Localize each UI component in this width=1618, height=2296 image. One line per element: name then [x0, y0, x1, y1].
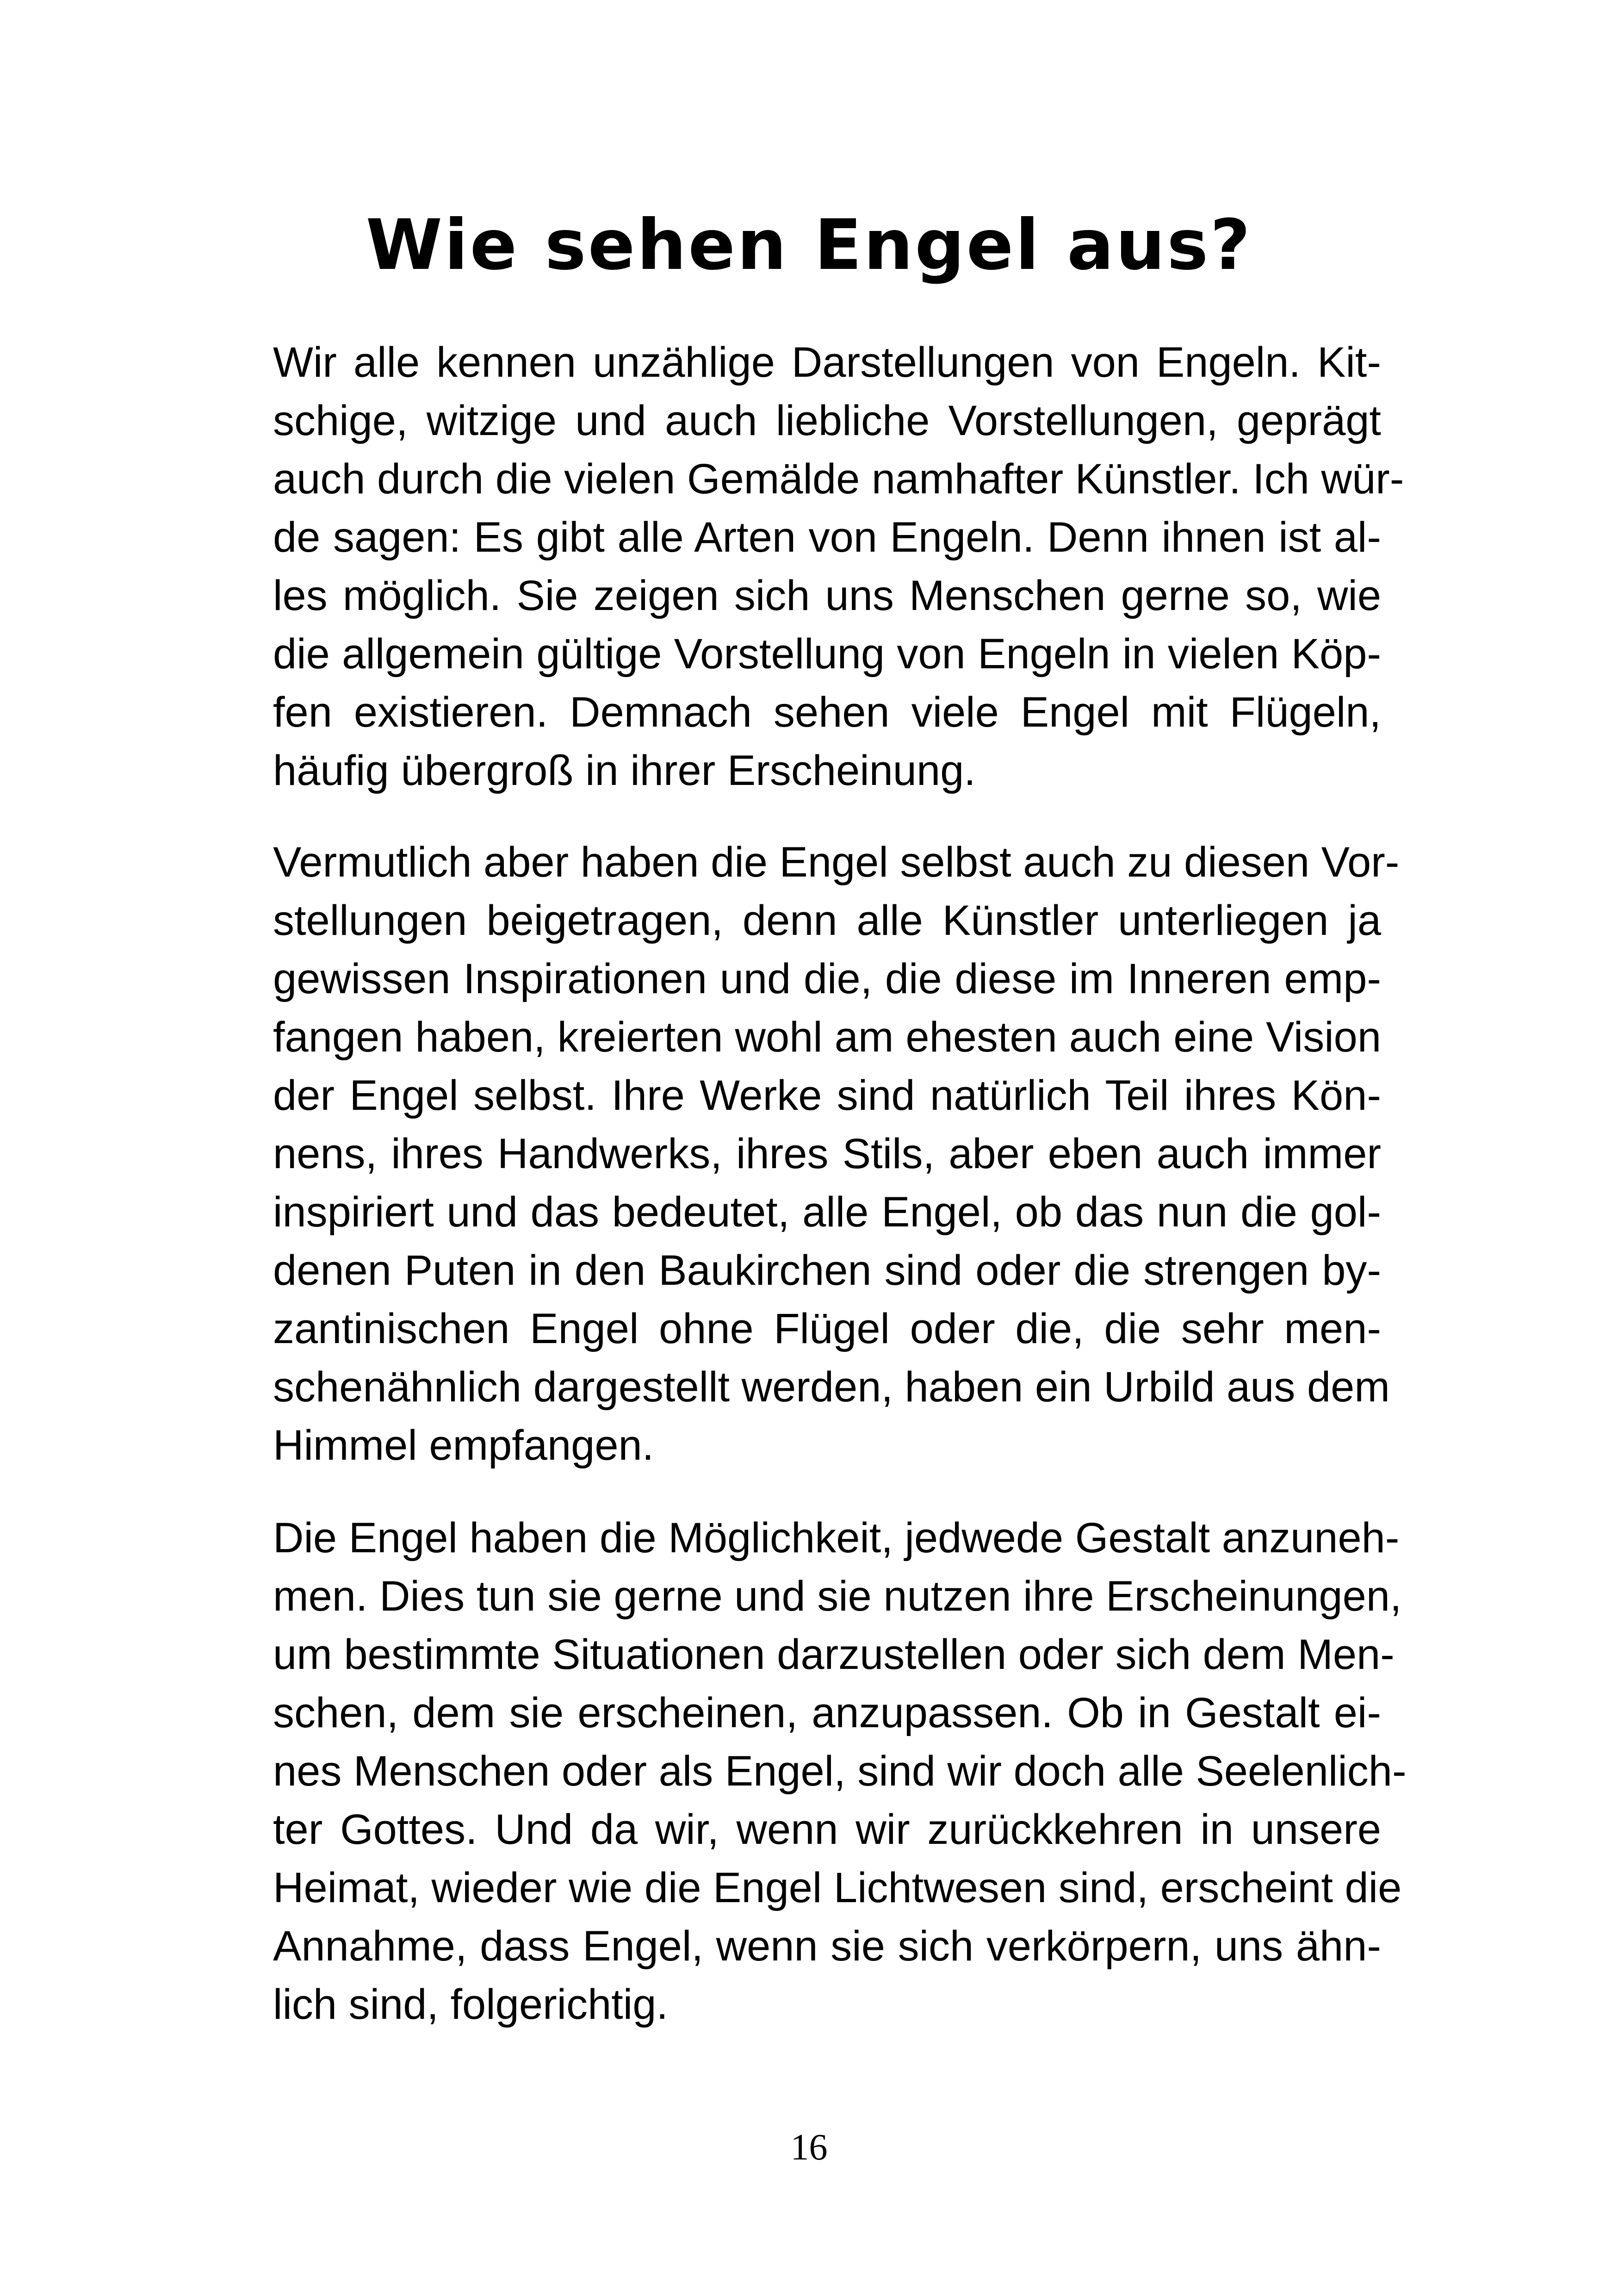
- text-line: men. Dies tun sie gerne und sie nutzen ihre Erscheinungen,: [273, 1573, 1402, 1620]
- text-line: Annahme, dass Engel, wenn sie sich verkörpern, uns ähn-: [273, 1923, 1381, 1970]
- text-line: schenähnlich dargestellt werden, haben ein Urbild aus dem: [273, 1363, 1390, 1411]
- paragraph-2: [273, 833, 1400, 1475]
- text-line: um bestimmte Situationen darzustellen oder sich dem Men-: [273, 1631, 1395, 1678]
- text-line: Vermutlich aber haben die Engel selbst auch zu diesen Vor-: [273, 839, 1400, 886]
- text-line: die allgemein gültige Vorstellung von Engeln in vielen Köp-: [273, 630, 1381, 678]
- text-line: gewissen Inspirationen und die, die diese im Inneren emp-: [273, 955, 1381, 1002]
- text-line: les möglich. Sie zeigen sich uns Menschen gerne so, wie: [273, 572, 1381, 619]
- page-number: 16: [790, 2127, 828, 2168]
- text-line: schen, dem sie erscheinen, anzupassen. Ob in Gestalt ei-: [273, 1689, 1381, 1736]
- text-line: stellungen beigetragen, denn alle Künstler unterliegen ja: [273, 897, 1381, 944]
- text-line: fen existieren. Demnach sehen viele Engel mit Flügeln,: [273, 689, 1381, 736]
- text-line: nes Menschen oder als Engel, sind wir doch alle Seelenlich-: [273, 1748, 1407, 1795]
- text-line: zantinischen Engel ohne Flügel oder die, die sehr men-: [273, 1305, 1381, 1352]
- text-line: denen Puten in den Baukirchen sind oder die strengen by-: [273, 1247, 1381, 1294]
- text-line: häufig übergroß in ihrer Erscheinung.: [273, 747, 976, 794]
- text-line: auch durch die vielen Gemälde namhafter Künstler. Ich wür-: [273, 455, 1404, 503]
- text-line: de sagen: Es gibt alle Arten von Engeln. Denn ihnen ist al-: [273, 514, 1381, 561]
- text-line: Wir alle kennen unzählige Darstellungen von Engeln. Kit-: [273, 339, 1381, 386]
- page-title: Wie sehen Engel aus?: [366, 205, 1252, 286]
- text-line: fangen haben, kreierten wohl am ehesten auch eine Vision: [273, 1014, 1381, 1061]
- text-line: Die Engel haben die Möglichkeit, jedwede Gestalt anzuneh-: [273, 1514, 1400, 1562]
- text-line: Heimat, wieder wie die Engel Lichtwesen sind, erscheint die: [273, 1864, 1402, 1911]
- text-line: ter Gottes. Und da wir, wenn wir zurückkehren in unsere: [273, 1806, 1381, 1853]
- paragraph-3: [273, 1509, 1407, 2034]
- text-line: lich sind, folgerichtig.: [273, 1981, 668, 2028]
- text-line: nens, ihres Handwerks, ihres Stils, aber eben auch immer: [273, 1130, 1381, 1177]
- paragraph-1: [273, 333, 1404, 800]
- text-line: schige, witzige und auch liebliche Vorstellungen, geprägt: [273, 397, 1381, 444]
- text-line: Himmel empfangen.: [273, 1422, 654, 1469]
- text-line: der Engel selbst. Ihre Werke sind natürlich Teil ihres Kön-: [273, 1072, 1381, 1119]
- text-line: inspiriert und das bedeutet, alle Engel, ob das nun die gol-: [273, 1188, 1381, 1236]
